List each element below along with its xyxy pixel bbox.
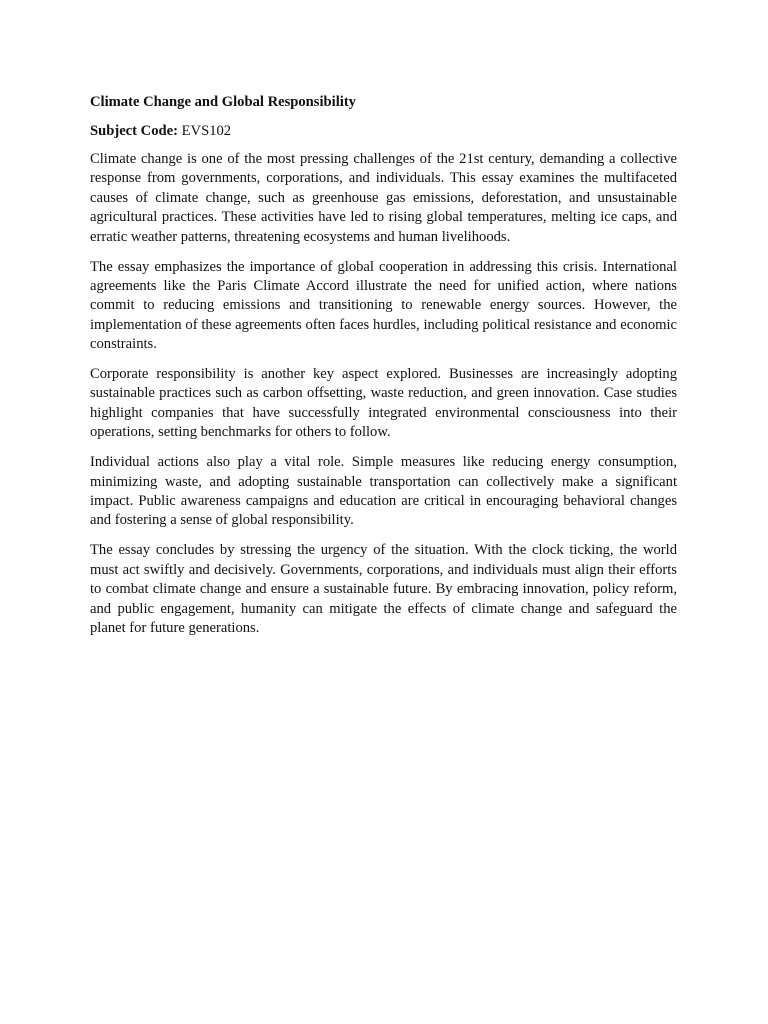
paragraph-intro: Climate change is one of the most pressing challenges of the 21st century, demanding a collective response from governments, corporations, and individuals. This essay examines the multifaceted causes of climate change, such as greenhouse gas emissions, deforestation, and unsustainable agricultural practices. These activities have led to rising global temperatures, melting ice caps, and erratic weather patterns, threatening ecosystems and human livelihoods. [90,151,677,245]
document-page [90,92,677,649]
paragraph-individual-actions: Individual actions also play a vital role. Simple measures like reducing energy consumption, minimizing waste, and adopting sustainable transportation can collectively make a significant impact. Public awareness campaigns and education are critical in encouraging behavioral changes and fostering a sense of global responsibility. [90,454,677,529]
paragraph-corporate-responsibility: Corporate responsibility is another key aspect explored. Businesses are increasingly adopting sustainable practices such as carbon offsetting, waste reduction, and green innovation. Case studies highlight companies that have successfully integrated environmental consciousness into their operations, setting benchmarks for others to follow. [90,366,677,441]
paragraph-global-cooperation: The essay emphasizes the importance of global cooperation in addressing this crisis. International agreements like the Paris Climate Accord illustrate the need for unified action, where nations commit to reducing emissions and transitioning to renewable energy sources. However, the implementation of these agreements often faces hurdles, including political resistance and economic constraints. [90,258,677,353]
document-title: Climate Change and Global Responsibility [90,94,356,110]
subject-code-value: EVS102 [181,123,232,139]
subject-code-label: Subject Code: [90,123,178,139]
paragraph-conclusion: The essay concludes by stressing the urgency of the situation. With the clock ticking, the world must act swiftly and decisively. Governments, corporations, and individuals must align their efforts to combat climate change and ensure a sustainable future. By embracing innovation, policy reform, and public engagement, humanity can mitigate the effects of climate change and safeguard the planet for future generations. [90,542,677,636]
subject-code-line [90,121,677,141]
